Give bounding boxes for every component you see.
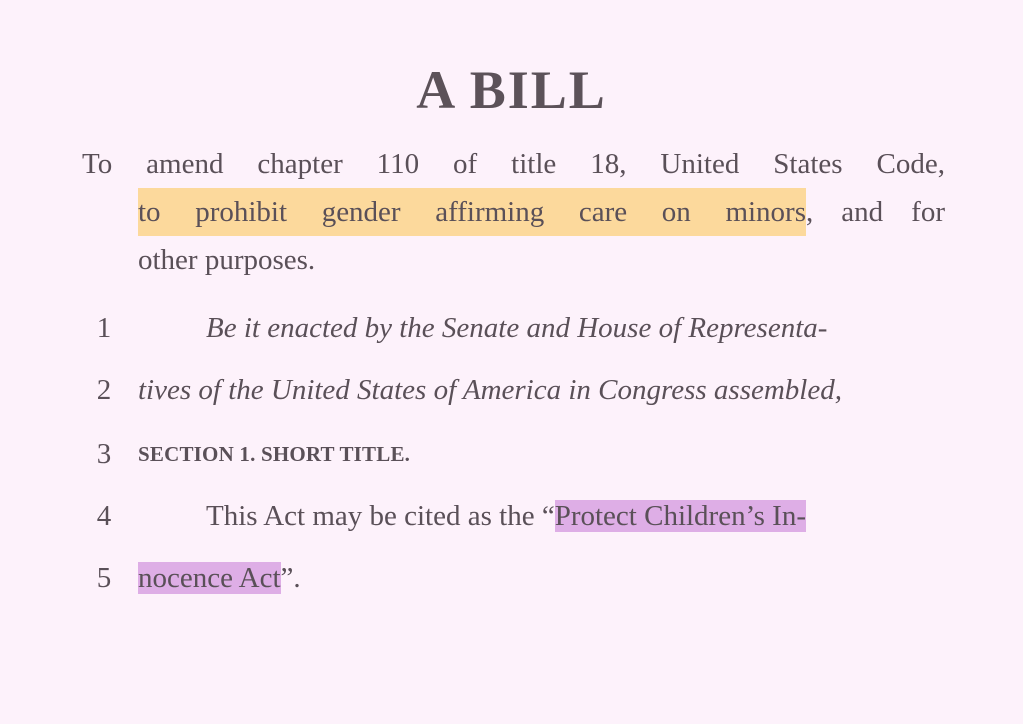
long-title-line-2 [82, 188, 945, 236]
word: and [841, 196, 884, 228]
long-title-line-3: other purposes. [138, 244, 316, 276]
highlight-orange [138, 188, 806, 236]
word: United [660, 148, 740, 180]
bill-line-1 [0, 306, 1023, 350]
enacting-clause-part-2: tives of the United States of America in Congress assembled, [138, 374, 842, 406]
short-title-text [138, 494, 1016, 538]
short-title-text-cont [138, 556, 948, 600]
line-number: 3 [96, 438, 112, 470]
long-title [82, 140, 945, 284]
enacting-clause-part-1: Be it enacted by the Senate and House of Representa- [206, 312, 828, 344]
word: 110 [376, 148, 420, 180]
bill-line-3 [0, 432, 1023, 476]
line-number: 5 [96, 562, 112, 594]
word: chapter [257, 148, 343, 180]
highlight-purple: nocence Act [138, 562, 281, 594]
word: 18, [590, 148, 627, 180]
line-number: 4 [96, 500, 112, 532]
long-title-line-2-rest [806, 188, 945, 236]
word: Code, [876, 148, 945, 180]
bill-line-2 [0, 368, 1023, 412]
word: States [773, 148, 843, 180]
section-heading: SECTION 1. SHORT TITLE. [138, 442, 411, 466]
line-number: 1 [96, 312, 112, 344]
word: , [806, 196, 814, 228]
word: of [453, 148, 478, 180]
short-title-tail: ”. [280, 562, 301, 594]
bill-title: A BILL [416, 60, 607, 120]
word: prohibit [195, 196, 288, 228]
word: title [511, 148, 557, 180]
word: for [911, 196, 945, 228]
line-number: 2 [96, 374, 112, 406]
bill-line-4 [0, 494, 1023, 538]
short-title-lead: This Act may be cited as the “ [206, 500, 555, 532]
highlight-purple: Protect Children’s In- [554, 500, 806, 532]
word: To [82, 148, 113, 180]
bill-line-5 [0, 556, 1023, 600]
word: care [578, 196, 628, 228]
word: to [138, 196, 161, 228]
word: gender [321, 196, 401, 228]
word: affirming [435, 196, 545, 228]
word: on [661, 196, 691, 228]
word: amend [146, 148, 224, 180]
word: minors [725, 196, 806, 228]
long-title-line-1 [82, 140, 945, 188]
